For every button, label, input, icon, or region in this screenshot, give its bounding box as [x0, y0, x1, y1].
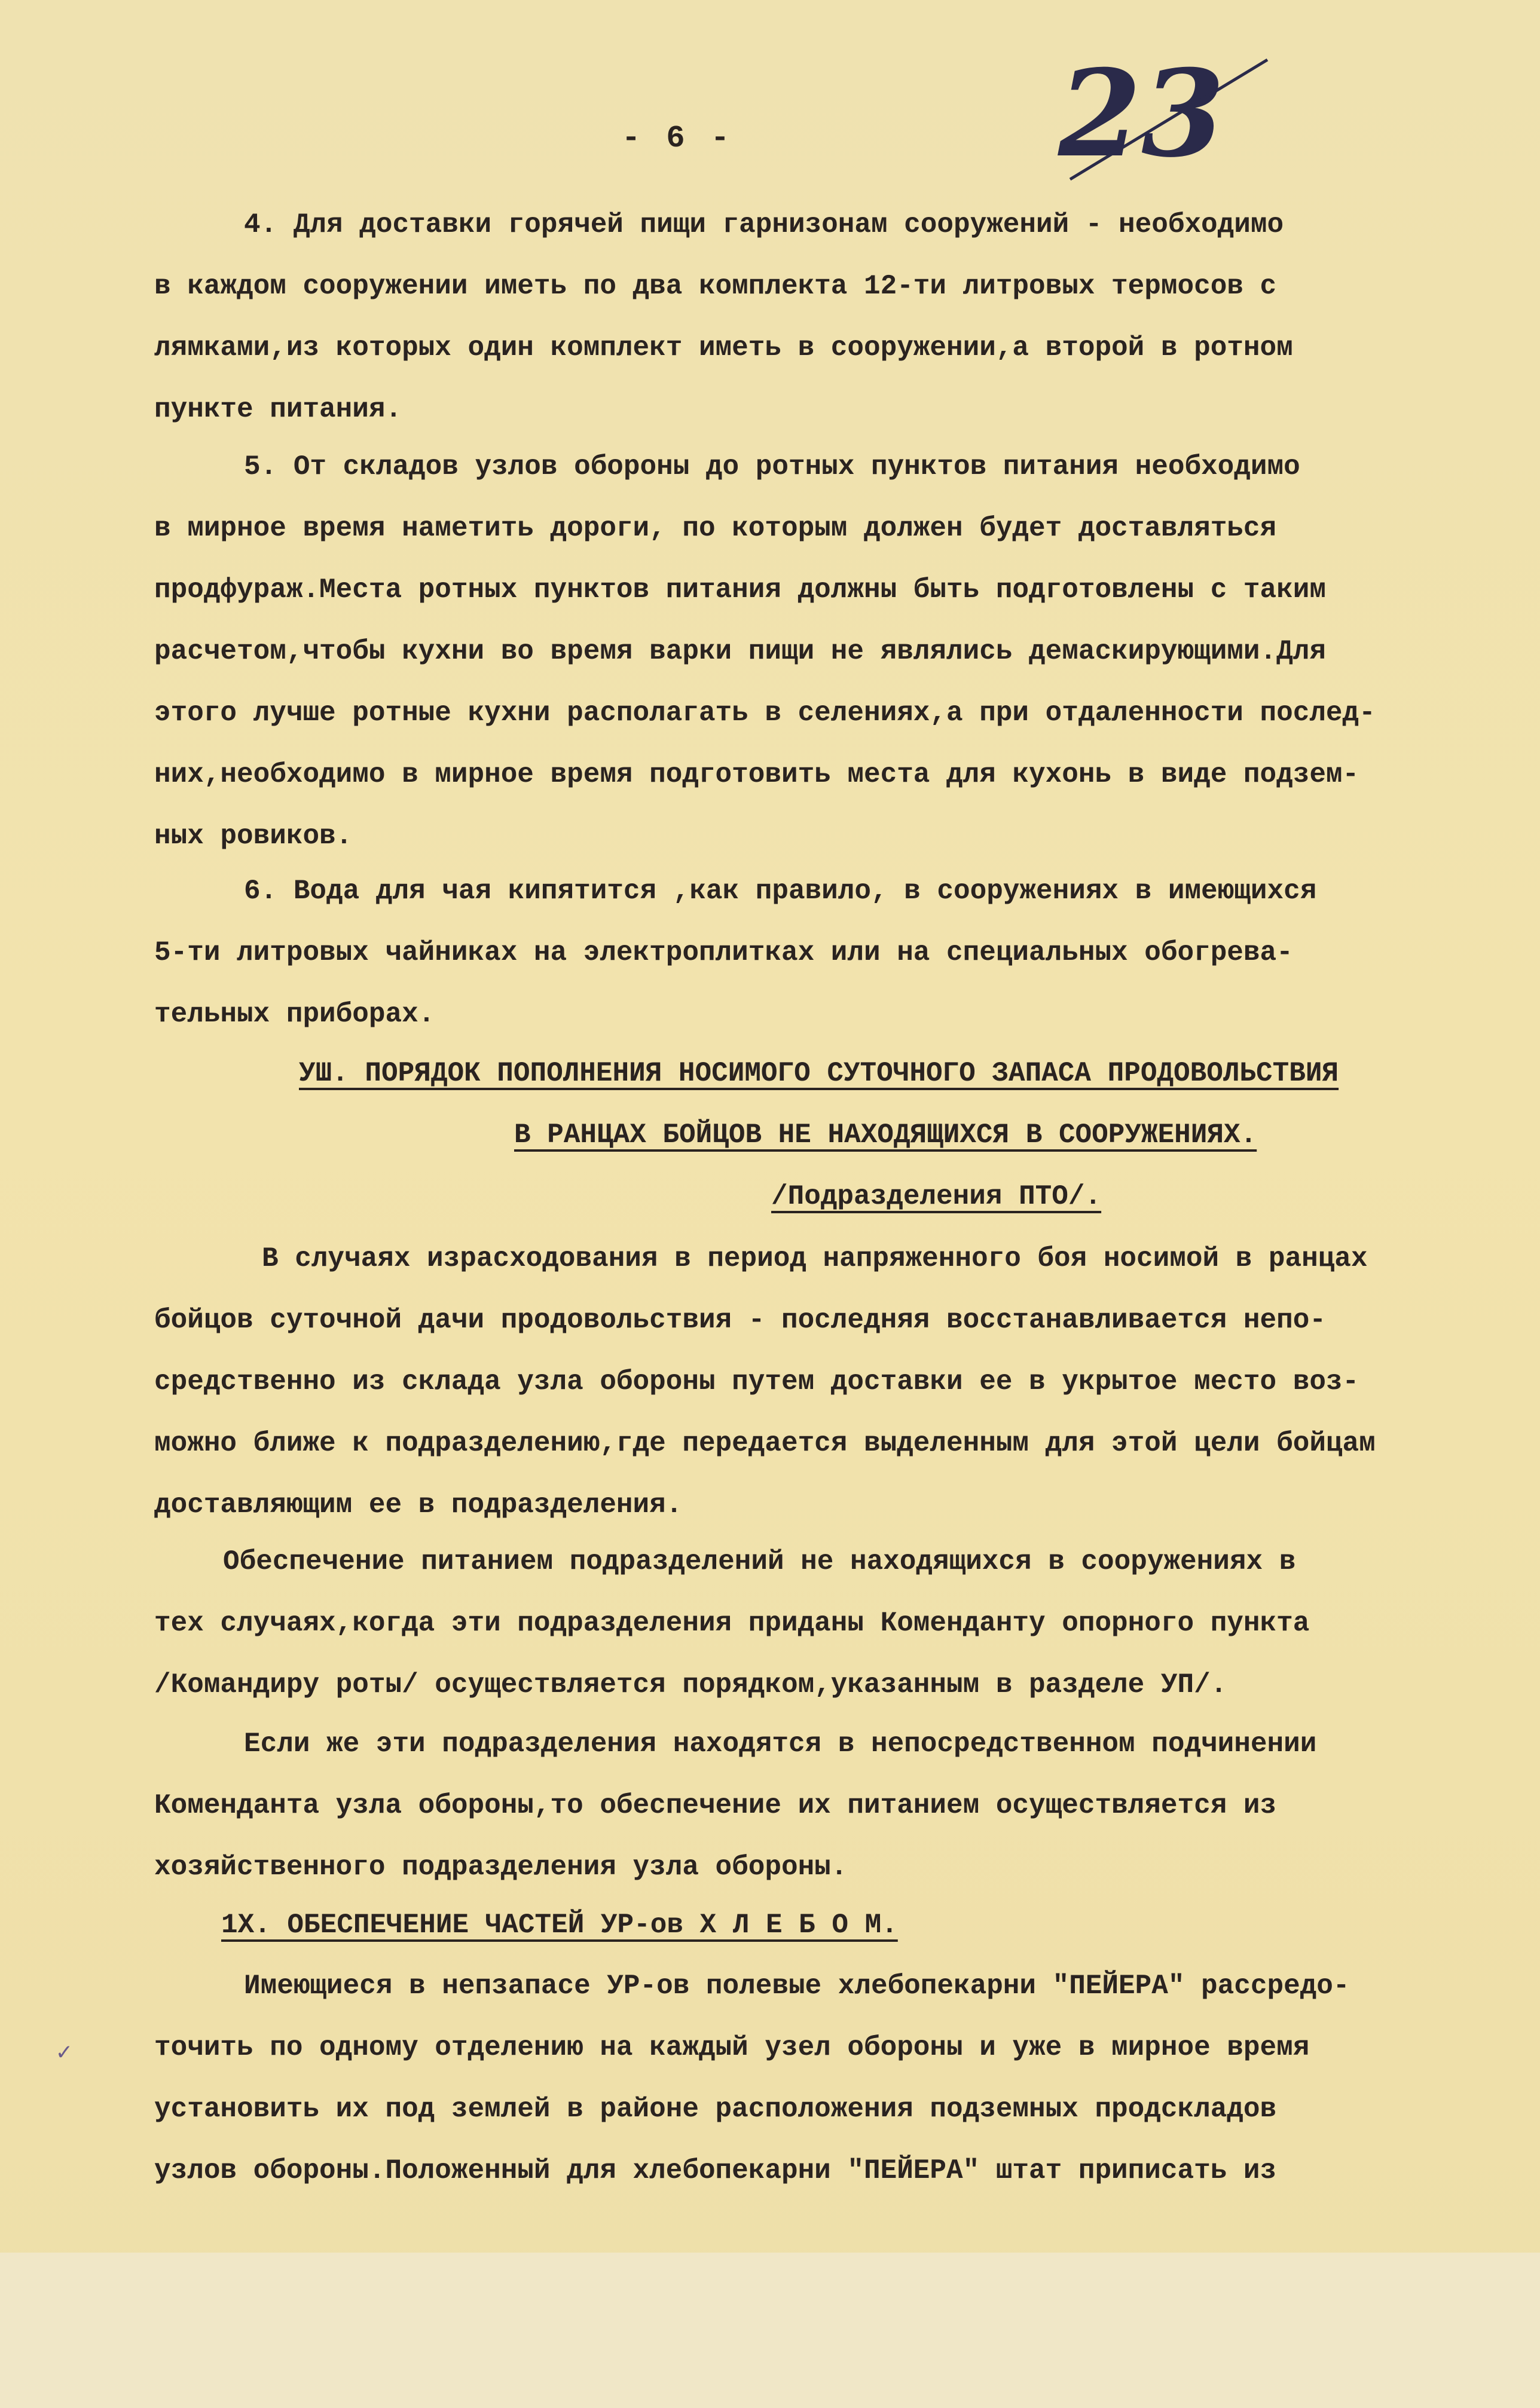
section-8-paragraph-3 [154, 1714, 1505, 1898]
s8-p2-line-1: Обеспечение питанием подразделений не находящихся в сооружениях в [223, 1546, 1296, 1577]
section-9-heading: 1Х. ОБЕСПЕЧЕНИЕ ЧАСТЕЙ УР-ов Х Л Е Б О М. [221, 1910, 898, 1941]
s8-p1-line-1: В случаях израсходования в период напряженного боя носимой в ранцах [262, 1243, 1368, 1274]
section-9-paragraph-1 [154, 1956, 1505, 2202]
handwritten-page-number [1046, 36, 1309, 215]
p5-line-6: них,необходимо в мирное время подготовить места для кухонь в виде подзем- [154, 759, 1359, 790]
paragraph-4 [154, 194, 1505, 440]
p5-line-3: продфураж.Места ротных пунктов питания должны быть подготовлены с таким [154, 574, 1326, 605]
p4-line-3: лямками,из которых один комплект иметь в сооружении,а второй в ротном [154, 332, 1293, 363]
s8-p3-line-3: хозяйственного подразделения узла обороны. [154, 1852, 848, 1883]
s8-p1-line-5: доставляющим ее в подразделения. [154, 1489, 683, 1520]
s8-p3-line-2: Коменданта узла обороны,то обеспечение их питанием осуществляется из [154, 1790, 1277, 1821]
section-8-heading-line-3: /Подразделения ПТО/. [771, 1181, 1102, 1212]
p4-line-1: 4. Для доставки горячей пищи гарнизонам сооружений - необходимо [244, 209, 1284, 240]
s8-p2-line-2: тех случаях,когда эти подразделения приданы Коменданту опорного пункта [154, 1608, 1310, 1639]
s8-p1-line-3: средственно из склада узла обороны путем доставки ее в укрытое место воз- [154, 1366, 1359, 1397]
section-8-heading-line-2: В РАНЦАХ БОЙЦОВ НЕ НАХОДЯЩИХСЯ В СООРУЖЕНИЯХ. [514, 1119, 1257, 1151]
p5-line-5: этого лучше ротные кухни располагать в селениях,а при отдаленности послед- [154, 697, 1376, 729]
paragraph-5 [154, 436, 1505, 867]
s9-p1-line-2: точить по одному отделению на каждый узел обороны и уже в мирное время [154, 2032, 1310, 2063]
p4-line-4: пункте питания. [154, 394, 402, 425]
p6-line-3: тельных приборах. [154, 999, 435, 1030]
s9-p1-line-3: установить их под землей в районе расположения подземных продскладов [154, 2094, 1277, 2125]
p6-line-2: 5-ти литровых чайниках на электроплитках или на специальных обогрева- [154, 937, 1293, 968]
s9-p1-line-1: Имеющиеся в непзапасе УР-ов полевые хлебопекарни "ПЕЙЕРА" рассредо- [244, 1971, 1350, 2002]
paragraph-6 [154, 861, 1505, 1045]
section-8-paragraph-1 [154, 1228, 1505, 1536]
p4-line-2: в каждом сооружении иметь по два комплекта 12-ти литровых термосов с [154, 271, 1277, 302]
s9-p1-line-4: узлов обороны.Положенный для хлебопекарни "ПЕЙЕРА" штат приписать из [154, 2155, 1277, 2186]
handwritten-page-number-text: 23 [1058, 44, 1225, 184]
s8-p1-line-4: можно ближе к подразделению,где передается выделенным для этой цели бойцам [154, 1428, 1376, 1459]
section-8-paragraph-2 [154, 1531, 1505, 1716]
page-number: - 6 - [622, 121, 734, 156]
section-8-heading-line-1: УШ. ПОРЯДОК ПОПОЛНЕНИЯ НОСИМОГО СУТОЧНОГО ЗАПАСА ПРОДОВОЛЬСТВИЯ [299, 1058, 1339, 1089]
p5-line-1: 5. От складов узлов обороны до ротных пунктов питания необходимо [244, 451, 1300, 482]
s8-p1-line-2: бойцов суточной дачи продовольствия - последняя восстанавливается непо- [154, 1305, 1326, 1336]
p5-line-4: расчетом,чтобы кухни во время варки пищи не являлись демаскирующими.Для [154, 636, 1326, 667]
p5-line-2: в мирное время наметить дороги, по которым должен будет доставляться [154, 513, 1277, 544]
p6-line-1: 6. Вода для чая кипятится ,как правило, в сооружениях в имеющихся [244, 876, 1317, 907]
s8-p3-line-1: Если же эти подразделения находятся в непосредственном подчинении [244, 1728, 1317, 1760]
s8-p2-line-3: /Командиру роты/ осуществляется порядком,указанным в разделе УП/. [154, 1669, 1227, 1700]
margin-check-mark: ✓ [57, 2040, 72, 2067]
p5-line-7: ных ровиков. [154, 821, 353, 852]
